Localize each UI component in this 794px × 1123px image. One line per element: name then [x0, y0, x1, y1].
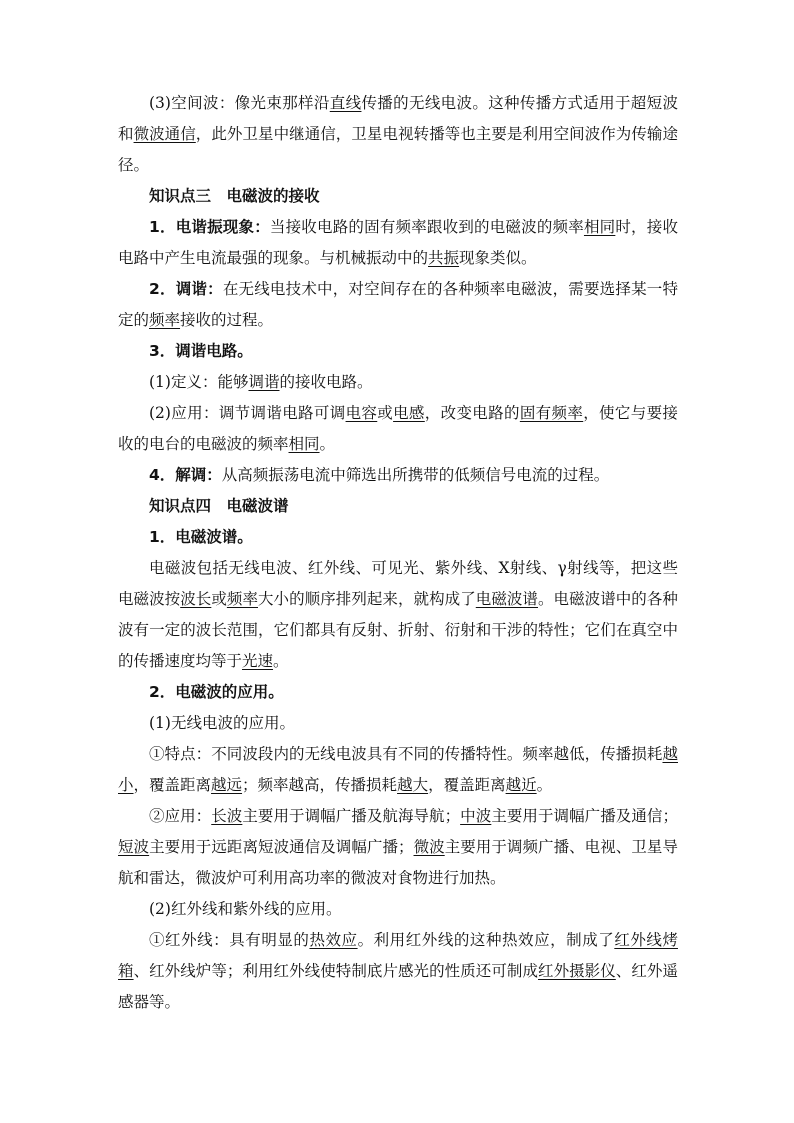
text-run: 主要用于调幅广播及航海导航； — [242, 807, 461, 825]
text-run: ①特点：不同波段内的无线电波具有不同的传播特性。频率越低，传播损耗 — [149, 745, 663, 763]
underlined-term: 直线 — [329, 94, 362, 112]
bold-label: 3．调谐电路。 — [149, 342, 253, 360]
paragraph — [118, 398, 678, 460]
bold-label: 1．电谐振现象： — [149, 218, 270, 236]
text-run: 。 — [319, 435, 336, 453]
document-page — [118, 88, 678, 1018]
text-run: 从高频振荡电流中筛选出所携带的低频信号电流的过程。 — [221, 466, 610, 484]
text-run: 传播的无线电波。这种传播方式适用于超短波和 — [118, 94, 678, 143]
text-run: 知识点三 电磁波的接收 — [149, 187, 320, 205]
paragraph — [118, 522, 678, 553]
text-run: 、红外遥感器等。 — [118, 962, 678, 1011]
underlined-term: 短波 — [118, 838, 150, 856]
text-run: ②应用： — [149, 807, 212, 825]
paragraph — [118, 708, 678, 739]
text-run: 主要用于调幅广播及通信； — [491, 807, 678, 825]
paragraph — [118, 367, 678, 398]
underlined-term: 微波通信 — [133, 125, 196, 143]
text-run: 的接收电路。 — [279, 373, 373, 391]
text-run: 。电磁波谱中的各种波有一定的波长范围，它们都具有反射、折射、衍射和干涉的特性；它们在真空中的传播速度均等于 — [118, 590, 678, 670]
underlined-term: 越远 — [211, 776, 243, 794]
text-run: 主要用于远距离短波通信及调幅广播； — [149, 838, 414, 856]
bold-label: 1．电磁波谱。 — [149, 528, 253, 546]
text-run: ，覆盖距离 — [133, 776, 212, 794]
underlined-term: 共振 — [428, 249, 460, 267]
underlined-term: 电磁波谱 — [475, 590, 538, 608]
underlined-term: 越小 — [118, 745, 678, 794]
underlined-term: 固有频率 — [519, 404, 584, 422]
underlined-term: 热效应 — [309, 931, 358, 949]
text-run: 现象类似。 — [459, 249, 537, 267]
section-heading — [118, 491, 678, 522]
text-run: 。 — [273, 652, 289, 670]
paragraph — [118, 801, 678, 894]
text-run: 。 — [536, 776, 553, 794]
text-run: ，使它与要接收的电台的电磁波的频率 — [118, 404, 678, 453]
text-run: 在无线电技术中，对空间存在的各种频率电磁波，需要选择某一特定的 — [118, 280, 678, 329]
text-run: 电磁波包括无线电波、红外线、可见光、紫外线、X射线、γ射线等，把这些电磁波按 — [118, 559, 678, 608]
underlined-term: 越大 — [397, 776, 429, 794]
underlined-term: 频率 — [149, 311, 181, 329]
text-run: ，改变电路的 — [424, 404, 520, 422]
bold-label: 2．调谐： — [149, 280, 223, 298]
underlined-term: 相同 — [583, 218, 616, 236]
underlined-term: 中波 — [460, 807, 492, 825]
paragraph — [118, 274, 678, 336]
text-run: (1)无线电波的应用。 — [149, 714, 295, 732]
text-run: ；频率越高，传播损耗 — [242, 776, 398, 794]
text-run: 或 — [211, 590, 227, 608]
paragraph — [118, 460, 678, 491]
paragraph — [118, 739, 678, 801]
paragraph — [118, 677, 678, 708]
underlined-term: 越近 — [505, 776, 537, 794]
underlined-term: 长波 — [211, 807, 243, 825]
underlined-term: 电感 — [393, 404, 425, 422]
text-run: 大小的顺序排列起来，就构成了 — [258, 590, 476, 608]
underlined-term: 相同 — [288, 435, 320, 453]
text-run: 接收的过程。 — [180, 311, 274, 329]
text-run: 或 — [377, 404, 394, 422]
paragraph — [118, 88, 678, 181]
text-run: ，覆盖距离 — [428, 776, 506, 794]
paragraph — [118, 212, 678, 274]
underlined-term: 调谐 — [248, 373, 280, 391]
underlined-term: 红外线烤箱 — [118, 931, 678, 980]
paragraph — [118, 894, 678, 925]
text-run: 、红外线炉等；利用红外线使特制底片感光的性质还可制成 — [133, 962, 539, 980]
text-run: 时，接收电路中产生电流最强的现象。与机械振动中的 — [118, 218, 678, 267]
underlined-term: 电容 — [345, 404, 378, 422]
paragraph — [118, 925, 678, 1018]
text-run: (1)定义：能够 — [149, 373, 249, 391]
text-run: ①红外线：具有明显的 — [149, 931, 310, 949]
section-heading — [118, 181, 678, 212]
underlined-term: 微波 — [413, 838, 445, 856]
text-run: 。利用红外线的这种热效应，制成了 — [357, 931, 615, 949]
text-run: (3)空间波：像光束那样沿 — [149, 94, 330, 112]
underlined-term: 光速 — [242, 652, 274, 670]
text-run: 知识点四 电磁波谱 — [149, 497, 289, 515]
text-run: 当接收电路的固有频率跟收到的电磁波的频率 — [269, 218, 584, 236]
bold-label: 4．解调： — [149, 466, 222, 484]
text-run: (2)应用：调节调谐电路可调 — [149, 404, 346, 422]
bold-label: 2．电磁波的应用。 — [149, 683, 284, 701]
underlined-term: 红外摄影仪 — [538, 962, 616, 980]
paragraph — [118, 336, 678, 367]
paragraph — [118, 553, 678, 677]
text-run: 主要用于调频广播、电视、卫星导航和雷达，微波炉可利用高功率的微波对食物进行加热。 — [118, 838, 678, 887]
underlined-term: 频率 — [226, 590, 258, 608]
text-run: ，此外卫星中继通信，卫星电视转播等也主要是利用空间波作为传输途径。 — [118, 125, 678, 174]
underlined-term: 波长 — [180, 590, 212, 608]
text-run: (2)红外线和紫外线的应用。 — [149, 900, 342, 918]
